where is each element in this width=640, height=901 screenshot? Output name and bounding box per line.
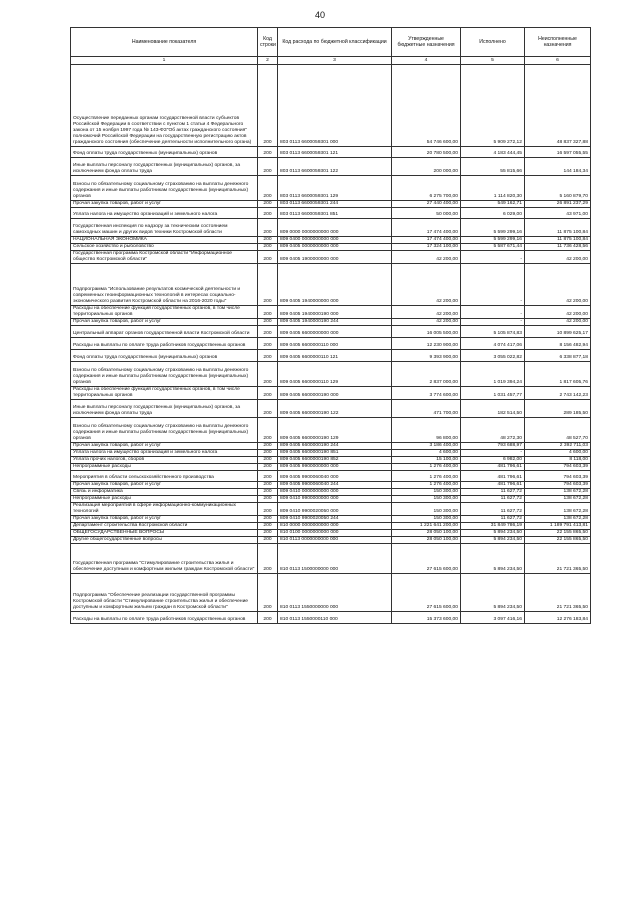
row-name: Уплата прочих налогов, сборов (71, 457, 258, 464)
row-kbk: 809 0410 9900020050 244 (278, 516, 392, 523)
row-unexecuted: 1 189 791 413,81 (525, 523, 591, 530)
row-approved: 200 000,00 (392, 158, 461, 176)
row-unexecuted: 42 200,00 (525, 319, 591, 326)
row-kbk: 810 0113 1550000110 000 (278, 612, 392, 624)
header-kbk: Код расхода по бюджетной классификации (278, 28, 392, 57)
header-executed: Исполнено (461, 28, 525, 57)
row-approved: 15 373 600,00 (392, 612, 461, 624)
row-code: 200 (258, 362, 278, 387)
row-code: 200 (258, 489, 278, 496)
row-code: 200 (258, 471, 278, 482)
row-kbk: 809 0405 6600000190 244 (278, 443, 392, 450)
row-executed: 3 055 022,82 (461, 350, 525, 362)
row-approved: 96 800,00 (392, 418, 461, 443)
row-approved: 42 200,00 (392, 306, 461, 319)
row-unexecuted: 289 185,50 (525, 400, 591, 418)
row-code: 200 (258, 612, 278, 624)
row-executed: 11 627,72 (461, 503, 525, 516)
row-executed: 5 894 234,50 (461, 574, 525, 612)
row-unexecuted: 4 600,00 (525, 450, 591, 457)
row-name: Реализация мероприятий в сфере информационно-коммуникационных технологий (71, 503, 258, 516)
row-approved: 27 615 600,00 (392, 574, 461, 612)
row-name: Прочая закупка товаров, работ и услуг (71, 201, 258, 208)
row-approved: 9 393 900,00 (392, 350, 461, 362)
row-code: 200 (258, 350, 278, 362)
row-name: Департамент строительства Костромской области (71, 523, 258, 530)
table-row (71, 65, 591, 147)
row-unexecuted: 144 184,34 (525, 158, 591, 176)
row-executed: 481 796,61 (461, 464, 525, 471)
header-unexecuted: Неисполненные назначения (525, 28, 591, 57)
row-kbk: 809 0405 9900060040 244 (278, 482, 392, 489)
row-code: 200 (258, 251, 278, 264)
row-executed: 6 029,00 (461, 208, 525, 219)
row-code: 200 (258, 482, 278, 489)
table-row (71, 319, 591, 326)
row-code: 200 (258, 65, 278, 147)
row-unexecuted: 42 200,00 (525, 251, 591, 264)
table-row (71, 208, 591, 219)
table-row (71, 306, 591, 319)
row-unexecuted: 794 603,39 (525, 464, 591, 471)
row-code: 200 (258, 208, 278, 219)
table-row (71, 450, 591, 457)
column-number: 6 (525, 57, 591, 65)
row-kbk: 809 0405 6600000190 129 (278, 418, 392, 443)
row-approved: 28 050 100,00 (392, 537, 461, 544)
table-row (71, 264, 591, 306)
row-unexecuted: 12 276 183,84 (525, 612, 591, 624)
table-row (71, 326, 591, 338)
column-number: 4 (392, 57, 461, 65)
row-kbk: 810 0113 1550000000 000 (278, 574, 392, 612)
row-kbk: 809 0405 9900000000 000 (278, 464, 392, 471)
row-unexecuted: 16 597 055,55 (525, 147, 591, 158)
table-row (71, 338, 591, 350)
table-row (71, 482, 591, 489)
row-code: 200 (258, 400, 278, 418)
row-approved: 150 300,00 (392, 516, 461, 523)
row-name: Прочая закупка товаров, работ и услуг (71, 443, 258, 450)
table-row (71, 530, 591, 537)
table-row (71, 471, 591, 482)
row-approved: 4 600,00 (392, 450, 461, 457)
row-executed: 11 627,72 (461, 516, 525, 523)
row-kbk: 803 0113 6600059301 121 (278, 147, 392, 158)
row-name: Связь и информатика (71, 489, 258, 496)
row-kbk: 803 0113 6600059301 244 (278, 201, 392, 208)
row-unexecuted: 26 891 237,29 (525, 201, 591, 208)
row-executed: 5 105 874,83 (461, 326, 525, 338)
row-kbk: 809 0405 6600000000 000 (278, 326, 392, 338)
row-kbk: 809 0405 1940000000 000 (278, 264, 392, 306)
row-kbk: 810 0100 0000000000 000 (278, 530, 392, 537)
row-approved: 2 837 000,00 (392, 362, 461, 387)
row-unexecuted: 1 817 605,76 (525, 362, 591, 387)
row-approved: 27 615 600,00 (392, 544, 461, 574)
row-executed: 793 688,97 (461, 443, 525, 450)
row-name: Непрограммные расходы (71, 496, 258, 503)
row-name: Расходы на обеспечение функций государственных органов, в том числе территориальных органов (71, 306, 258, 319)
table-body (71, 65, 591, 624)
row-approved: 3 186 400,00 (392, 443, 461, 450)
row-executed: - (461, 264, 525, 306)
table-row (71, 496, 591, 503)
table-row (71, 574, 591, 612)
row-approved: 54 746 600,00 (392, 65, 461, 147)
row-executed: 1 114 820,30 (461, 176, 525, 201)
table-row (71, 457, 591, 464)
row-name: Центральный аппарат органов государственной власти Костромской области (71, 326, 258, 338)
row-code: 200 (258, 201, 278, 208)
row-approved: 15 100,00 (392, 457, 461, 464)
row-kbk: 810 0000 0000000000 000 (278, 523, 392, 530)
row-approved: 17 474 400,00 (392, 219, 461, 237)
table-header-row (71, 28, 591, 57)
row-name: Подпрограмма "Обеспечение реализации государственной программы Костромской области "Стимулирование строительства жилья и обеспечение доступным и комфортным жильем граждан в Костромской области" (71, 574, 258, 612)
row-name: Прочая закупка товаров, работ и услуг (71, 319, 258, 326)
row-code: 200 (258, 544, 278, 574)
row-executed: 5 894 234,50 (461, 544, 525, 574)
row-kbk: 810 0113 0000000000 000 (278, 537, 392, 544)
row-executed: 11 627,72 (461, 489, 525, 496)
header-name: Наименование показателя (71, 28, 258, 57)
row-code: 200 (258, 338, 278, 350)
row-approved: 12 230 900,00 (392, 338, 461, 350)
row-kbk: 809 0405 1900000000 000 (278, 251, 392, 264)
row-code: 200 (258, 443, 278, 450)
column-number-row (71, 57, 591, 65)
row-approved: 3 774 600,00 (392, 387, 461, 400)
row-kbk: 809 0405 9900060040 000 (278, 471, 392, 482)
row-approved: 17 474 400,00 (392, 237, 461, 244)
row-approved: 42 200,00 (392, 251, 461, 264)
row-unexecuted: 138 672,28 (525, 516, 591, 523)
budget-execution-table (70, 27, 591, 624)
row-executed: 4 183 444,45 (461, 147, 525, 158)
row-executed: 3 097 416,16 (461, 612, 525, 624)
row-name: Прочая закупка товаров, работ и услуг (71, 482, 258, 489)
row-code: 200 (258, 326, 278, 338)
row-executed: 5 909 272,12 (461, 65, 525, 147)
row-approved: 1 276 400,00 (392, 482, 461, 489)
table-row (71, 201, 591, 208)
row-unexecuted: 11 875 100,84 (525, 237, 591, 244)
row-name: Фонд оплаты труда государственных (муниципальных) органов (71, 147, 258, 158)
row-kbk: 803 0113 6600059301 122 (278, 158, 392, 176)
row-kbk: 809 0405 6600000190 852 (278, 457, 392, 464)
row-executed: 182 514,50 (461, 400, 525, 418)
row-code: 200 (258, 176, 278, 201)
row-unexecuted: 48 837 327,88 (525, 65, 591, 147)
table-row (71, 503, 591, 516)
row-unexecuted: 138 672,28 (525, 503, 591, 516)
row-name: Государственная инспекция по надзору за техническим состоянием самоходных машин и других видов техники Костромской области (71, 219, 258, 237)
row-unexecuted: 42 200,00 (525, 306, 591, 319)
table-row (71, 244, 591, 251)
row-name: Сельское хозяйство и рыболовство (71, 244, 258, 251)
row-approved: 42 200,00 (392, 319, 461, 326)
header-code: Код строки (258, 28, 278, 57)
row-executed: 5 894 234,50 (461, 530, 525, 537)
row-unexecuted: 8 156 482,94 (525, 338, 591, 350)
row-code: 200 (258, 457, 278, 464)
row-unexecuted: 794 603,39 (525, 482, 591, 489)
row-kbk: 809 0405 1940000190 000 (278, 306, 392, 319)
row-executed: 5 587 671,44 (461, 244, 525, 251)
row-code: 200 (258, 496, 278, 503)
page-number: 40 (314, 10, 325, 20)
row-kbk: 809 0405 6600000110 121 (278, 350, 392, 362)
row-kbk: 803 0113 6600059301 129 (278, 176, 392, 201)
row-code: 200 (258, 237, 278, 244)
row-kbk: 809 0410 0000000000 000 (278, 489, 392, 496)
row-executed: - (461, 306, 525, 319)
table-row (71, 176, 591, 201)
row-approved: 6 275 700,00 (392, 176, 461, 201)
table-row (71, 464, 591, 471)
row-unexecuted: 138 672,28 (525, 489, 591, 496)
row-kbk: 809 0405 6600000110 000 (278, 338, 392, 350)
row-code: 200 (258, 147, 278, 158)
row-executed: - (461, 450, 525, 457)
row-name: Подпрограмма "Использование результатов космической деятельности и современных геоинформационных технологий в интересах социально-экономического развития Костромской области на 2016-2020 годы" (71, 264, 258, 306)
row-unexecuted: 2 392 711,03 (525, 443, 591, 450)
row-kbk: 809 0410 9900020050 000 (278, 503, 392, 516)
row-code: 200 (258, 516, 278, 523)
table-row (71, 523, 591, 530)
row-executed: 1 019 394,24 (461, 362, 525, 387)
row-name: Уплата налога на имущество организаций и земельного налога (71, 450, 258, 457)
row-name: Фонд оплаты труда государственных (муниципальных) органов (71, 350, 258, 362)
row-unexecuted: 5 160 879,70 (525, 176, 591, 201)
row-executed: 31 849 786,19 (461, 523, 525, 530)
row-name: Иные выплаты персоналу государственных (муниципальных) органов, за исключением фонда оплаты труда (71, 400, 258, 418)
row-approved: 1 276 400,00 (392, 464, 461, 471)
row-unexecuted: 21 721 365,50 (525, 574, 591, 612)
row-approved: 1 276 400,00 (392, 471, 461, 482)
column-number: 1 (71, 57, 258, 65)
table-row (71, 612, 591, 624)
row-approved: 28 050 100,00 (392, 530, 461, 537)
table-row (71, 387, 591, 400)
row-kbk: 809 0400 0000000000 000 (278, 237, 392, 244)
row-name: НАЦИОНАЛЬНАЯ ЭКОНОМИКА (71, 237, 258, 244)
row-name: Иные выплаты персоналу государственных (муниципальных) органов, за исключением фонда оплаты труда (71, 158, 258, 176)
row-code: 200 (258, 319, 278, 326)
row-name: Расходы на выплаты по оплате труда работников государственных органов (71, 612, 258, 624)
row-executed: 5 599 299,16 (461, 219, 525, 237)
row-unexecuted: 42 200,00 (525, 264, 591, 306)
row-executed: 5 894 234,50 (461, 537, 525, 544)
table-row (71, 350, 591, 362)
row-name: Прочая закупка товаров, работ и услуг (71, 516, 258, 523)
row-code: 200 (258, 158, 278, 176)
row-name: Взносы по обязательному социальному страхованию на выплаты денежного содержания и иные выплаты работникам государственных (муниципальных) органов (71, 176, 258, 201)
row-kbk: 809 0405 6600000110 129 (278, 362, 392, 387)
table-row (71, 147, 591, 158)
row-kbk: 810 0113 1500000000 000 (278, 544, 392, 574)
row-name: Взносы по обязательному социальному страхованию на выплаты денежного содержания и иные выплаты работникам государственных (муниципальных) органов (71, 362, 258, 387)
row-approved: 27 440 400,00 (392, 201, 461, 208)
row-code: 200 (258, 530, 278, 537)
row-code: 200 (258, 574, 278, 612)
row-code: 200 (258, 244, 278, 251)
row-approved: 42 200,00 (392, 264, 461, 306)
row-executed: 549 162,71 (461, 201, 525, 208)
table-row (71, 237, 591, 244)
row-unexecuted: 22 155 865,50 (525, 537, 591, 544)
row-approved: 150 300,00 (392, 503, 461, 516)
row-executed: 5 599 299,16 (461, 237, 525, 244)
row-unexecuted: 794 603,39 (525, 471, 591, 482)
row-code: 200 (258, 450, 278, 457)
row-approved: 1 221 641 200,00 (392, 523, 461, 530)
row-executed: - (461, 319, 525, 326)
row-unexecuted: 43 971,00 (525, 208, 591, 219)
column-number: 5 (461, 57, 525, 65)
row-code: 200 (258, 219, 278, 237)
row-code: 200 (258, 464, 278, 471)
row-name: Государственная программа Костромской области "Информационное общество Костромской области" (71, 251, 258, 264)
row-kbk: 809 0405 1940000190 244 (278, 319, 392, 326)
table-row (71, 251, 591, 264)
table-row (71, 158, 591, 176)
table-row (71, 362, 591, 387)
row-name: Другие общегосударственные вопросы (71, 537, 258, 544)
row-unexecuted: 22 155 865,50 (525, 530, 591, 537)
row-executed: - (461, 251, 525, 264)
row-kbk: 809 0405 0000000000 000 (278, 244, 392, 251)
row-name: Взносы по обязательному социальному страхованию на выплаты денежного содержания и иные выплаты работникам государственных (муниципальных) органов (71, 418, 258, 443)
row-executed: 481 796,61 (461, 482, 525, 489)
header-approved: Утвержденные бюджетные назначения (392, 28, 461, 57)
table-row (71, 443, 591, 450)
row-kbk: 809 0405 6600000190 851 (278, 450, 392, 457)
table-row (71, 418, 591, 443)
row-name: Непрограммные расходы (71, 464, 258, 471)
row-unexecuted: 11 875 100,84 (525, 219, 591, 237)
row-code: 200 (258, 264, 278, 306)
row-code: 200 (258, 418, 278, 443)
row-unexecuted: 8 118,00 (525, 457, 591, 464)
row-kbk: 809 0410 9900000000 000 (278, 496, 392, 503)
row-code: 200 (258, 306, 278, 319)
row-kbk: 809 0405 6600000190 122 (278, 400, 392, 418)
row-unexecuted: 138 672,28 (525, 496, 591, 503)
row-approved: 20 780 500,00 (392, 147, 461, 158)
table-row (71, 489, 591, 496)
row-executed: 4 074 417,06 (461, 338, 525, 350)
table-row (71, 537, 591, 544)
row-executed: 55 815,66 (461, 158, 525, 176)
row-unexecuted: 6 338 877,18 (525, 350, 591, 362)
table-row (71, 516, 591, 523)
column-number: 3 (278, 57, 392, 65)
row-approved: 17 324 100,00 (392, 244, 461, 251)
table-row (71, 219, 591, 237)
row-executed: 481 796,61 (461, 471, 525, 482)
row-executed: 11 627,72 (461, 496, 525, 503)
row-code: 200 (258, 387, 278, 400)
row-kbk: 809 0405 6600000190 000 (278, 387, 392, 400)
row-approved: 150 300,00 (392, 496, 461, 503)
row-approved: 50 000,00 (392, 208, 461, 219)
row-kbk: 803 0113 6600059301 000 (278, 65, 392, 147)
row-approved: 471 700,00 (392, 400, 461, 418)
row-approved: 16 005 500,00 (392, 326, 461, 338)
row-name: Расходы на выплаты по оплате труда работников государственных органов (71, 338, 258, 350)
row-executed: 1 031 457,77 (461, 387, 525, 400)
row-name: Уплата налога на имущество организаций и земельного налога (71, 208, 258, 219)
row-unexecuted: 48 527,70 (525, 418, 591, 443)
row-name: Мероприятия в области сельскохозяйственного производства (71, 471, 258, 482)
row-code: 200 (258, 523, 278, 530)
row-name: Осуществление переданных органам государственной власти субъектов Российской Федерации в соответствии с пунктом 1 статьи 4 Федерального закона от 15 ноября 1997 года № 143-ФЗ"Об актах гражданского состояния" полномочий Российской Федерации на государственную регистрацию актов гражданского состояния (обеспечение деятельности исполнительного органа) (71, 65, 258, 147)
row-code: 200 (258, 503, 278, 516)
row-unexecuted: 10 899 625,17 (525, 326, 591, 338)
table-row (71, 400, 591, 418)
row-kbk: 809 0000 0000000000 000 (278, 219, 392, 237)
row-unexecuted: 2 743 142,23 (525, 387, 591, 400)
table-row (71, 544, 591, 574)
row-executed: 48 272,30 (461, 418, 525, 443)
row-unexecuted: 21 721 365,50 (525, 544, 591, 574)
column-number: 2 (258, 57, 278, 65)
row-unexecuted: 11 736 428,56 (525, 244, 591, 251)
row-name: Государственная программа "Стимулирование строительства жилья и обеспечение доступным и комфортным жильем граждан Костромской области" (71, 544, 258, 574)
row-kbk: 803 0113 6600059301 851 (278, 208, 392, 219)
row-name: Расходы на обеспечение функций государственных органов, в том числе территориальных органов (71, 387, 258, 400)
row-executed: 6 982,00 (461, 457, 525, 464)
row-name: ОБЩЕГОСУДАРСТВЕННЫЕ ВОПРОСЫ (71, 530, 258, 537)
row-code: 200 (258, 537, 278, 544)
row-approved: 150 300,00 (392, 489, 461, 496)
